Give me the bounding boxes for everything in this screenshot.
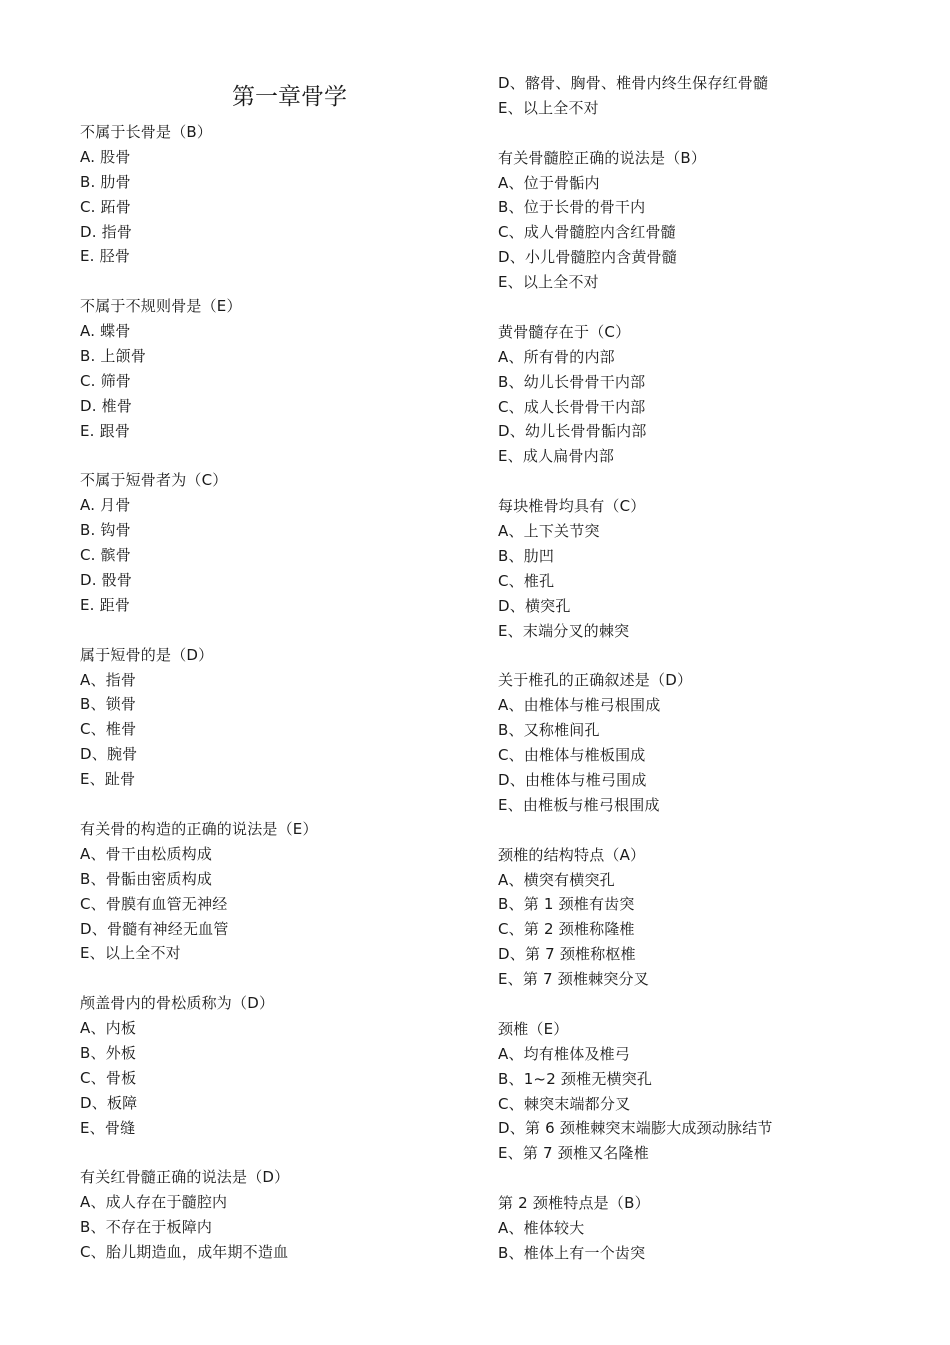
answer-option: C、由椎体与椎板围成 bbox=[498, 746, 646, 765]
answer-option: C、第 2 颈椎称隆椎 bbox=[498, 920, 635, 939]
answer-option: C、成人长骨骨干内部 bbox=[498, 397, 646, 416]
answer-option: A、由椎体与椎弓根围成 bbox=[498, 696, 661, 715]
answer-option: C、胎儿期造血，成年期不造血 bbox=[80, 1243, 289, 1262]
answer-option: B. 上颌骨 bbox=[80, 347, 147, 366]
answer-option: E. 距骨 bbox=[80, 595, 131, 614]
answer-option: D、第 6 颈椎棘突末端膨大成颈动脉结节 bbox=[498, 1119, 773, 1138]
answer-option: E、以上全不对 bbox=[498, 273, 599, 292]
answer-option: D、小儿骨髓腔内含黄骨髓 bbox=[498, 248, 677, 267]
answer-option: D. 骰骨 bbox=[80, 571, 133, 590]
answer-option: D、第 7 颈椎称枢椎 bbox=[498, 945, 636, 964]
answer-option: D. 指骨 bbox=[80, 222, 133, 241]
answer-option: B、锁骨 bbox=[80, 695, 137, 714]
answer-option: A、成人存在于髓腔内 bbox=[80, 1193, 228, 1212]
question-stem: 有关红骨髓正确的说法是（D） bbox=[80, 1168, 290, 1187]
answer-option: D、髂骨、胸骨、椎骨内终生保存红骨髓 bbox=[498, 74, 769, 92]
question-stem: 每块椎骨均具有（C） bbox=[498, 497, 646, 516]
answer-option: D、腕骨 bbox=[80, 745, 138, 764]
answer-option: C、椎孔 bbox=[498, 571, 555, 590]
answer-option: A、位于骨骺内 bbox=[498, 173, 600, 192]
answer-option: A、上下关节突 bbox=[498, 522, 600, 541]
question-spacer bbox=[80, 1141, 480, 1166]
answer-option: C、棘突末端都分叉 bbox=[498, 1094, 631, 1113]
answer-option: B、幼儿长骨骨干内部 bbox=[498, 372, 646, 391]
question-spacer bbox=[80, 618, 480, 643]
question-spacer bbox=[498, 992, 898, 1017]
question-spacer bbox=[80, 444, 480, 469]
answer-option: E、第 7 颈椎又名隆椎 bbox=[498, 1144, 649, 1163]
answer-option: A、椎体较大 bbox=[498, 1218, 585, 1237]
answer-option: B、骨骺由密质构成 bbox=[80, 869, 213, 888]
answer-option: E、成人扁骨内部 bbox=[498, 447, 615, 466]
answer-option: E、以上全不对 bbox=[80, 944, 181, 963]
answer-option: C、骨膜有血管无神经 bbox=[80, 894, 228, 913]
question-stem: 属于短骨的是（D） bbox=[80, 645, 214, 664]
answer-option: E、骨缝 bbox=[80, 1118, 136, 1137]
answer-option: B. 肋骨 bbox=[80, 172, 131, 191]
answer-option: E、趾骨 bbox=[80, 770, 136, 789]
answer-option: B、1~2 颈椎无横突孔 bbox=[498, 1069, 653, 1088]
answer-option: E、第 7 颈椎棘突分叉 bbox=[498, 970, 649, 989]
answer-option: C、骨板 bbox=[80, 1068, 137, 1087]
answer-option: A、骨干由松质构成 bbox=[80, 844, 213, 863]
answer-option: A. 蝶骨 bbox=[80, 322, 131, 341]
answer-option: A、均有椎体及椎弓 bbox=[498, 1044, 631, 1063]
answer-option: C. 筛骨 bbox=[80, 371, 132, 390]
question-stem: 有关骨髓腔正确的说法是（B） bbox=[498, 148, 707, 167]
question-spacer bbox=[498, 1166, 898, 1191]
answer-option: B、椎体上有一个齿突 bbox=[498, 1243, 646, 1262]
answer-option: E. 跟骨 bbox=[80, 421, 131, 440]
question-stem: 不属于长骨是（B） bbox=[80, 123, 213, 141]
answer-option: B、外板 bbox=[80, 1043, 137, 1062]
answer-option: D、横突孔 bbox=[498, 596, 571, 615]
answer-option: C. 跖骨 bbox=[80, 197, 132, 216]
page-title: 第一章骨学 bbox=[232, 84, 347, 110]
answer-option: D、由椎体与椎弓围成 bbox=[498, 770, 647, 789]
question-spacer bbox=[80, 966, 480, 991]
question-spacer bbox=[498, 469, 898, 494]
question-stem: 关于椎孔的正确叙述是（D） bbox=[498, 671, 693, 690]
left-column bbox=[80, 120, 480, 1265]
answer-option: B、不存在于板障内 bbox=[80, 1218, 213, 1237]
answer-option: C. 髌骨 bbox=[80, 546, 132, 565]
answer-option: E. 胫骨 bbox=[80, 247, 131, 266]
answer-option: E、以上全不对 bbox=[498, 98, 599, 117]
question-stem: 第 2 颈椎特点是（B） bbox=[498, 1194, 650, 1213]
answer-option: A、内板 bbox=[80, 1019, 137, 1038]
answer-option: D、幼儿长骨骨骺内部 bbox=[498, 422, 647, 441]
answer-option: C、椎骨 bbox=[80, 720, 137, 739]
question-spacer bbox=[498, 818, 898, 843]
question-stem: 不属于短骨者为（C） bbox=[80, 471, 228, 490]
answer-option: E、末端分叉的棘突 bbox=[498, 621, 630, 640]
question-stem: 不属于不规则骨是（E） bbox=[80, 297, 242, 316]
answer-option: B. 钩骨 bbox=[80, 521, 131, 540]
question-spacer bbox=[498, 295, 898, 320]
answer-option: D. 椎骨 bbox=[80, 396, 133, 415]
question-stem: 黄骨髓存在于（C） bbox=[498, 322, 631, 341]
question-stem: 有关骨的构造的正确的说法是（E） bbox=[80, 819, 318, 838]
answer-option: A、指骨 bbox=[80, 670, 137, 689]
answer-option: D、板障 bbox=[80, 1093, 138, 1112]
question-spacer bbox=[498, 121, 898, 146]
answer-option: B、第 1 颈椎有齿突 bbox=[498, 895, 635, 914]
answer-option: D、骨髓有神经无血管 bbox=[80, 919, 229, 938]
answer-option: E、由椎板与椎弓根围成 bbox=[498, 795, 660, 814]
question-spacer bbox=[498, 643, 898, 668]
answer-option: A、横突有横突孔 bbox=[498, 870, 615, 889]
answer-option: A. 月骨 bbox=[80, 496, 131, 515]
answer-option: C、成人骨髓腔内含红骨髓 bbox=[498, 223, 676, 242]
answer-option: A. 股骨 bbox=[80, 147, 131, 166]
question-stem: 颈椎的结构特点（A） bbox=[498, 845, 646, 864]
question-stem: 颈椎（E） bbox=[498, 1019, 569, 1038]
answer-option: B、肋凹 bbox=[498, 546, 555, 565]
right-column bbox=[498, 71, 898, 1266]
answer-option: B、又称椎间孔 bbox=[498, 721, 600, 740]
question-spacer bbox=[80, 792, 480, 817]
answer-option: A、所有骨的内部 bbox=[498, 347, 615, 366]
answer-option: B、位于长骨的骨干内 bbox=[498, 198, 646, 217]
question-stem: 颅盖骨内的骨松质称为（D） bbox=[80, 994, 275, 1013]
question-spacer bbox=[80, 269, 480, 294]
